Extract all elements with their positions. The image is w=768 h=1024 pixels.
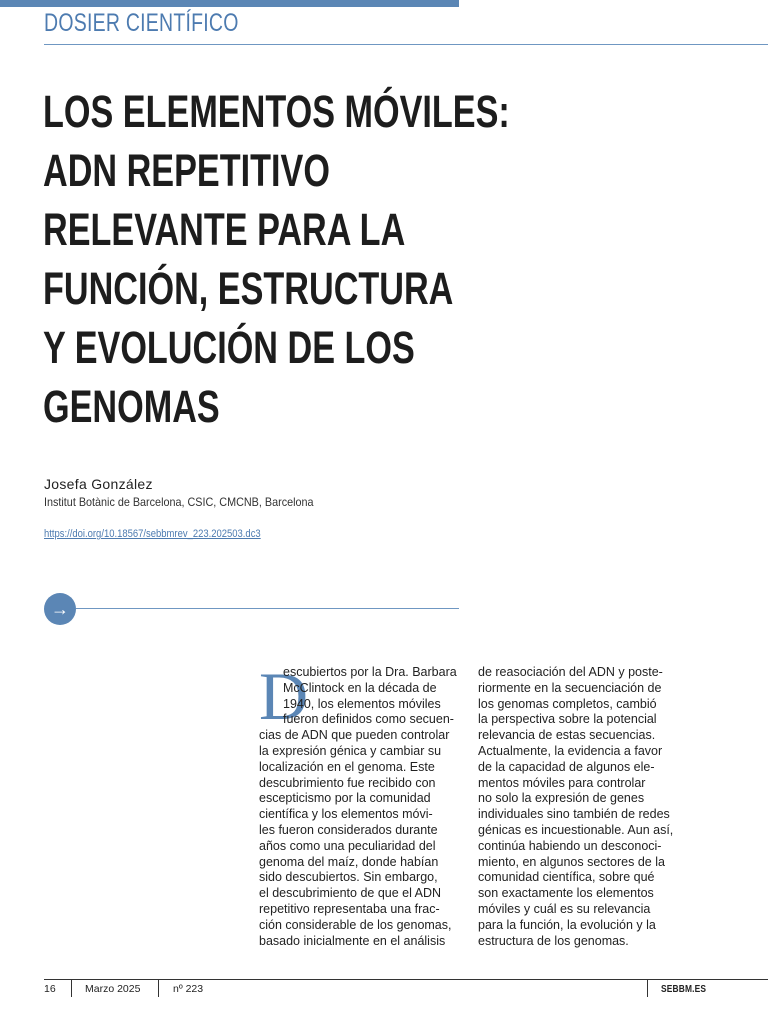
body-line: individuales sino también de redes bbox=[478, 807, 670, 822]
body-line: basado inicialmente en el análisis bbox=[259, 933, 446, 948]
author-affiliation: Institut Botànic de Barcelona, CSIC, CMCNB, Barcelona bbox=[44, 495, 314, 509]
body-column-1 bbox=[259, 658, 464, 949]
title-line: FUNCIÓN, ESTRUCTURA bbox=[43, 263, 454, 314]
body-line: localización en el genoma. Este bbox=[259, 759, 435, 774]
body-line: la perspectiva sobre la potencial bbox=[478, 712, 657, 727]
body-line: escepticismo por la comunidad bbox=[259, 791, 431, 806]
issue-number: nº 223 bbox=[173, 983, 204, 995]
title-line: RELEVANTE PARA LA bbox=[43, 204, 406, 255]
body-line: riormente en la secuenciación de bbox=[478, 680, 662, 695]
author-name: Josefa González bbox=[44, 476, 153, 492]
body-line: los genomas completos, cambió bbox=[478, 696, 657, 711]
body-line: mentos móviles para controlar bbox=[478, 775, 646, 790]
body-line: McClintock en la década de bbox=[283, 680, 437, 695]
body-line: móviles y cuál es su relevancia bbox=[478, 901, 651, 916]
issue-date: Marzo 2025 bbox=[85, 983, 141, 995]
doi-link[interactable]: https://doi.org/10.18567/sebbmrev_223.202503.dc3 bbox=[44, 528, 261, 540]
footer-separator bbox=[71, 979, 72, 997]
body-line: 1940, los elementos móviles bbox=[283, 696, 441, 711]
body-line: el descubrimiento de que el ADN bbox=[259, 886, 442, 901]
body-line: les fueron considerados durante bbox=[259, 822, 438, 837]
body-line: no solo la expresión de genes bbox=[478, 791, 645, 806]
title-line: ADN REPETITIVO bbox=[43, 145, 330, 196]
body-line: génicas es incuestionable. Aun así, bbox=[478, 822, 674, 837]
body-line: la expresión génica y cambiar su bbox=[259, 743, 442, 758]
body-line: repetitivo representaba una frac- bbox=[259, 901, 440, 916]
body-line: estructura de los genomas. bbox=[478, 933, 629, 948]
article-title bbox=[43, 82, 510, 436]
body-line: científica y los elementos móvi- bbox=[259, 807, 433, 822]
body-line: sido descubiertos. Sin embargo, bbox=[259, 870, 438, 885]
title-line: Y EVOLUCIÓN DE LOS bbox=[43, 322, 415, 373]
body-line: escubiertos por la Dra. Barbara bbox=[283, 665, 457, 679]
site-name: SEBBM.ES bbox=[661, 983, 707, 995]
body-line: son exactamente los elementos bbox=[478, 886, 654, 901]
title-line: GENOMAS bbox=[43, 381, 220, 432]
arrow-divider bbox=[76, 608, 459, 609]
body-line: años como una peculiaridad del bbox=[259, 838, 436, 853]
drop-cap: D bbox=[259, 658, 309, 734]
body-line: relevancia de estas secuencias. bbox=[478, 728, 656, 743]
body-line: Actualmente, la evidencia a favor bbox=[478, 743, 663, 758]
body-line: continúa habiendo un desconoci- bbox=[478, 838, 662, 853]
body-line: comunidad científica, sobre qué bbox=[478, 870, 655, 885]
footer-divider bbox=[44, 979, 768, 980]
section-divider bbox=[44, 44, 768, 45]
body-line: cias de ADN que pueden controlar bbox=[259, 728, 450, 743]
arrow-right-icon: → bbox=[44, 593, 76, 625]
page-number: 16 bbox=[44, 983, 56, 995]
top-accent-bar bbox=[0, 0, 459, 7]
body-column-2 bbox=[478, 665, 683, 949]
title-line: LOS ELEMENTOS MÓVILES: bbox=[43, 86, 510, 137]
section-label: DOSIER CIENTÍFICO bbox=[44, 9, 239, 37]
footer-separator bbox=[158, 979, 159, 997]
body-line: miento, en algunos sectores de la bbox=[478, 854, 665, 869]
body-line: para la función, la evolución y la bbox=[478, 917, 656, 932]
body-line: descubrimiento fue recibido con bbox=[259, 775, 436, 790]
footer-separator bbox=[647, 979, 648, 997]
body-line: ción considerable de los genomas, bbox=[259, 917, 452, 932]
body-line: de reasociación del ADN y poste- bbox=[478, 665, 663, 679]
body-line: de la capacidad de algunos ele- bbox=[478, 759, 655, 774]
body-line: genoma del maíz, donde habían bbox=[259, 854, 439, 869]
body-line: fueron definidos como secuen- bbox=[283, 712, 454, 727]
